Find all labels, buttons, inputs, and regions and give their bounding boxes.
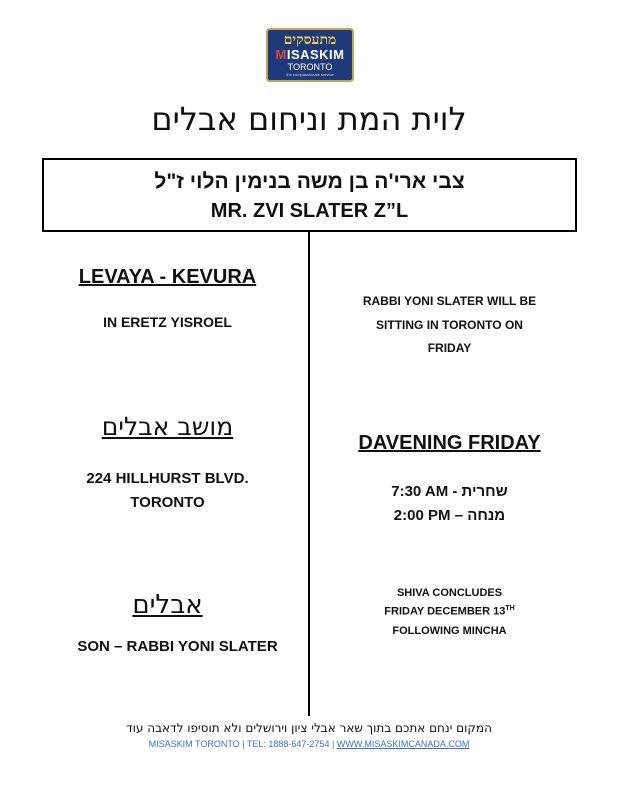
misaskim-logo xyxy=(266,28,354,82)
mincha-label: מנחה xyxy=(467,507,506,524)
logo-brand: MISASKIM xyxy=(275,47,345,62)
page-title: לוית המת וניחום אבלים xyxy=(151,100,467,138)
footer-contact: MISASKIM TORONTO | TEL: 1888-647-2754 | WWW.MISASKIMCANADA.COM xyxy=(148,739,470,749)
shiva-concludes-line1: SHIVA CONCLUDES xyxy=(396,587,503,599)
sitting-line1: RABBI YONI SLATER WILL BE xyxy=(362,294,537,308)
footer-org: MISASKIM TORONTO xyxy=(148,739,240,749)
logo-tagline: the compassionate service xyxy=(286,72,334,77)
footer-website-link[interactable]: WWW.MISASKIMCANADA.COM xyxy=(336,739,470,749)
moshav-aveilim-heading: מושב אבלים xyxy=(101,412,234,441)
shacharis-row: 7:30 AM - שחרית xyxy=(391,483,508,500)
deceased-english-name: MR. ZVI SLATER Z”L xyxy=(210,200,409,222)
footer-hebrew-blessing: המקום ינחם אתכם בתוך שאר אבלי ציון וירושלים ולא תוסיפו לדאבה עוד xyxy=(126,721,492,735)
sitting-line2: SITTING IN TORONTO ON xyxy=(376,318,523,332)
logo-hebrew: מתעסקים xyxy=(283,32,337,48)
davening-heading: DAVENING FRIDAY xyxy=(358,432,541,454)
shiva-concludes-line2: FRIDAY DECEMBER 13TH xyxy=(384,605,515,618)
levaya-location: IN ERETZ YISROEL xyxy=(103,314,232,330)
shacharis-time: 7:30 AM xyxy=(391,483,449,500)
shiva-concludes-line3: FOLLOWING MINCHA xyxy=(392,625,507,637)
deceased-hebrew-name: צבי ארי'ה בן משה בנימין הלוי ז"ל xyxy=(154,170,465,193)
aveilim-name: SON – RABBI YONI SLATER xyxy=(77,638,278,655)
logo-city: TORONTO xyxy=(287,62,333,72)
shiva-address-line1: 224 HILLHURST BLVD. xyxy=(86,470,249,487)
aveilim-heading: אבלים xyxy=(132,590,203,620)
levaya-heading: LEVAYA - KEVURA xyxy=(78,266,257,288)
shacharis-label: שחרית xyxy=(461,483,508,500)
mincha-time: 2:00 PM xyxy=(393,507,451,524)
shiva-address-line2: TORONTO xyxy=(130,494,205,511)
deceased-name-box xyxy=(42,158,577,232)
mincha-row: 2:00 PM – מנחה xyxy=(393,507,506,524)
sitting-line3: FRIDAY xyxy=(427,341,472,355)
footer-phone: TEL: 1888-647-2754 xyxy=(246,739,330,749)
